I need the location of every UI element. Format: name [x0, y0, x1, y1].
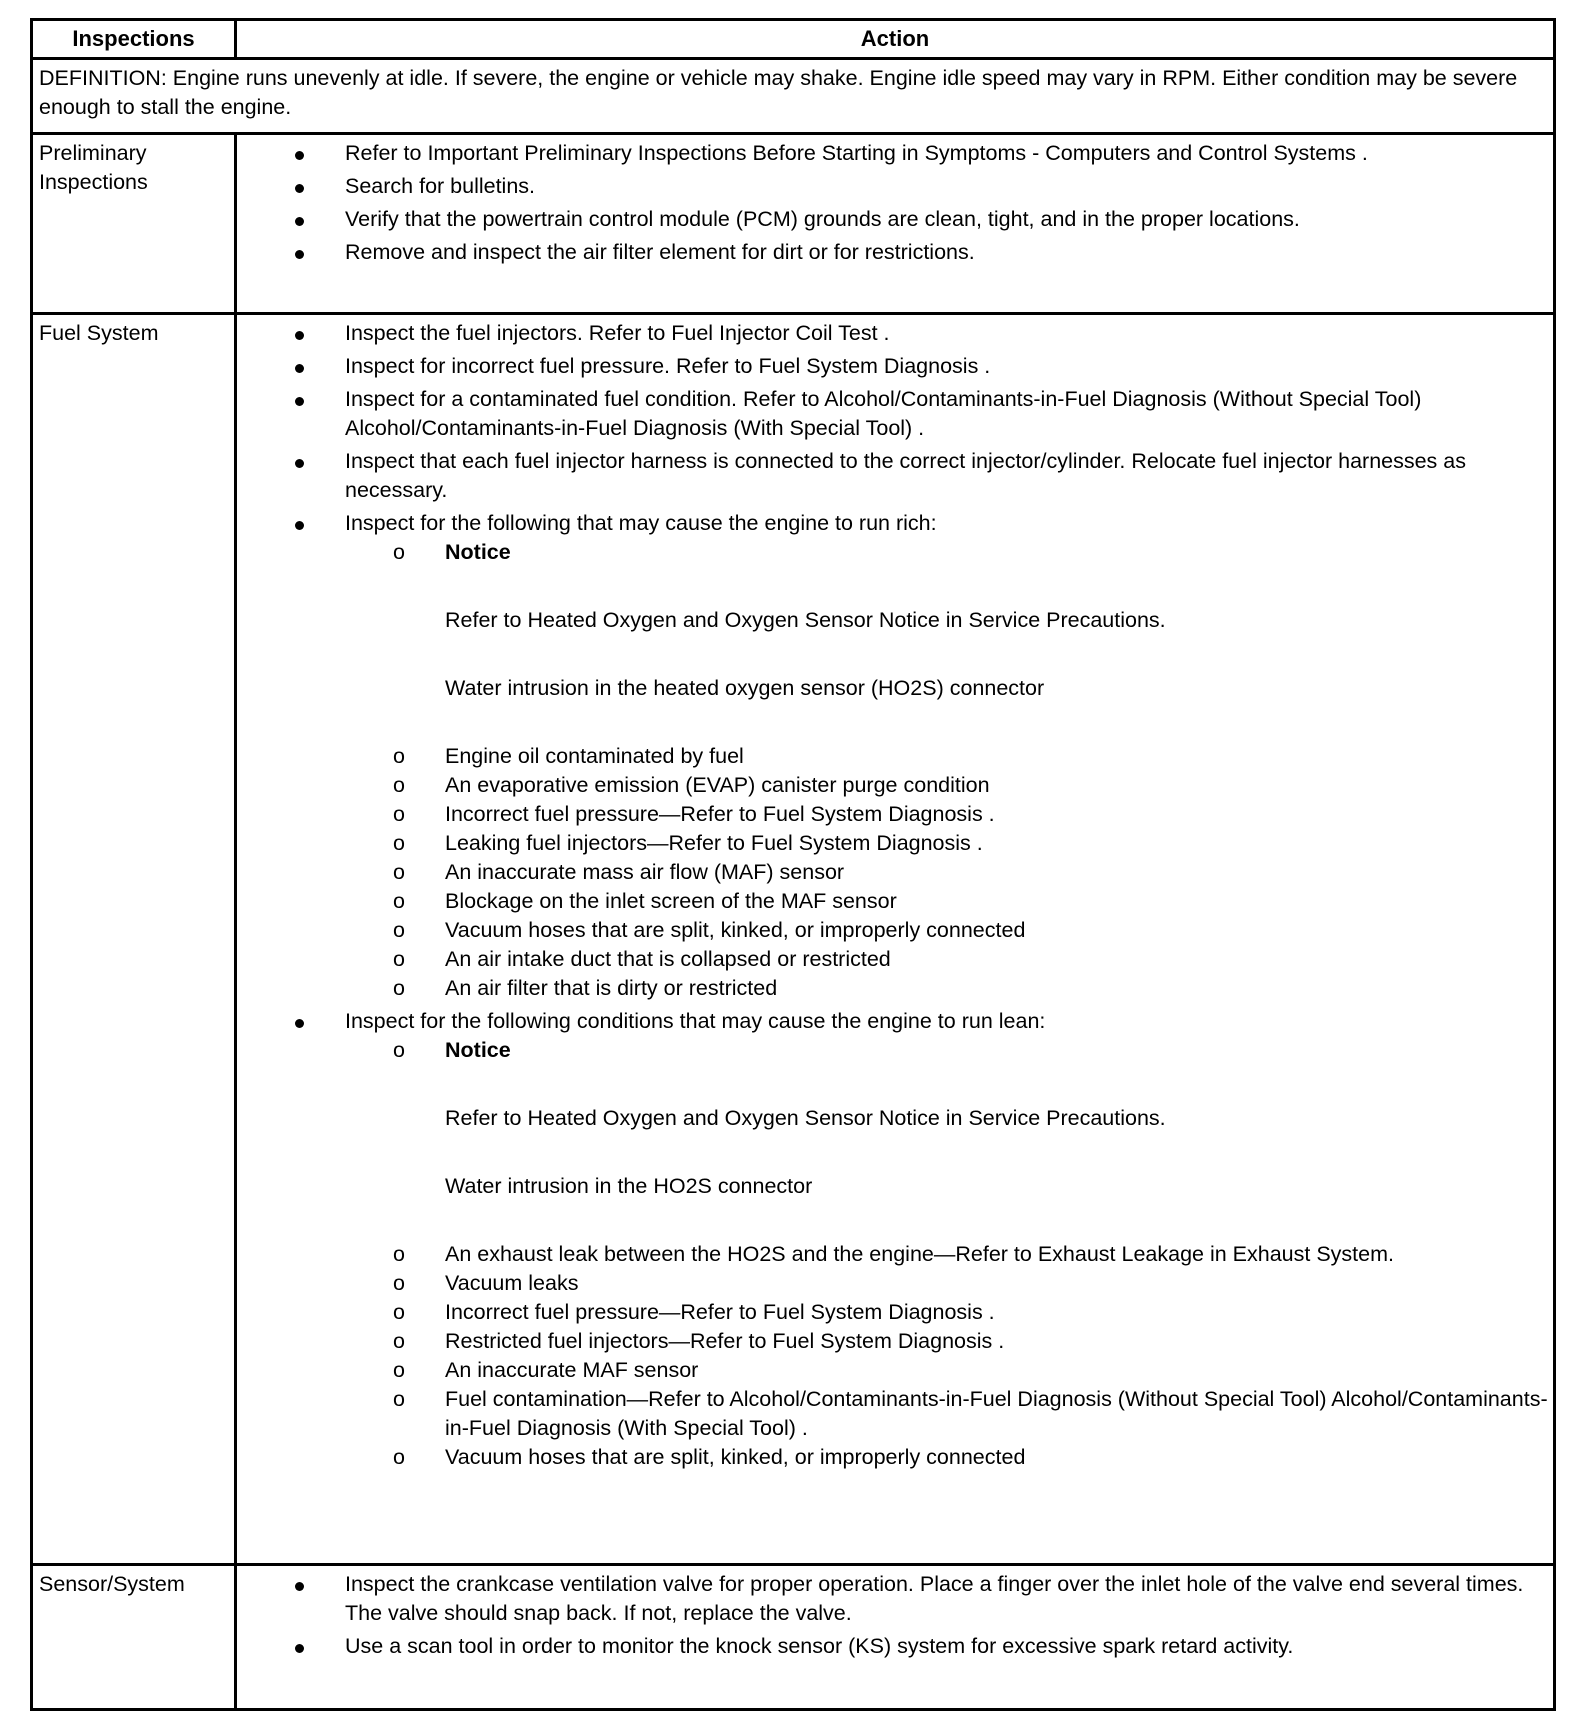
sub-item-text: An air intake duct that is collapsed or restricted: [445, 947, 891, 971]
bullet-item: [237, 1570, 1553, 1628]
sub-item: [393, 538, 1553, 703]
header-inspections: Inspections: [32, 20, 236, 59]
notice-text: Refer to Heated Oxygen and Oxygen Sensor Notice in Service Precautions.: [445, 608, 1166, 632]
sub-item-text: Vacuum hoses that are split, kinked, or improperly connected: [445, 1445, 1026, 1469]
bullet-text: Inspect the fuel injectors. Refer to Fuel Injector Coil Test .: [345, 321, 890, 345]
action-cell: [236, 134, 1555, 314]
bullet-icon: [295, 1644, 304, 1653]
bullet-list: [237, 319, 1553, 1472]
bullet-item: [237, 1007, 1553, 1472]
sub-item: [393, 1240, 1553, 1269]
sub-item: [393, 1443, 1553, 1472]
bullet-icon: [295, 459, 304, 468]
bullet-text: Verify that the powertrain control module (PCM) grounds are clean, tight, and in the proper locations.: [345, 207, 1300, 231]
circle-bullet-icon: o: [393, 918, 405, 942]
sub-item: [393, 829, 1553, 858]
bullet-item: [237, 509, 1553, 1003]
sub-item-text: An inaccurate mass air flow (MAF) sensor: [445, 860, 845, 884]
sub-item-text: Incorrect fuel pressure—Refer to Fuel System Diagnosis .: [445, 802, 995, 826]
bullet-icon: [295, 217, 304, 226]
circle-bullet-icon: o: [393, 1445, 405, 1469]
circle-bullet-icon: o: [393, 860, 405, 884]
sub-item-text: Fuel contamination—Refer to Alcohol/Contaminants-in-Fuel Diagnosis (Without Special Tool) Alcohol/Contaminants-in-Fuel Diagnosis (With Special Tool) .: [445, 1387, 1548, 1440]
header-action: Action: [236, 20, 1555, 59]
action-cell: [236, 1565, 1555, 1710]
bullet-text: Inspect that each fuel injector harness is connected to the correct injector/cylinder. Relocate fuel injector harnesses as necessary.: [345, 449, 1466, 502]
circle-bullet-icon: o: [393, 889, 405, 913]
notice-title: Notice: [445, 1038, 511, 1062]
sub-item: [393, 887, 1553, 916]
sub-item-text: Vacuum leaks: [445, 1271, 579, 1295]
bullet-text: Inspect for incorrect fuel pressure. Refer to Fuel System Diagnosis .: [345, 354, 991, 378]
sub-item: [393, 1356, 1553, 1385]
inspection-label: Sensor/System: [32, 1565, 236, 1710]
bullet-item: [237, 238, 1553, 267]
bullet-icon: [295, 250, 304, 259]
circle-bullet-icon: o: [393, 1358, 405, 1382]
sub-item-text: An inaccurate MAF sensor: [445, 1358, 699, 1382]
bullet-text: Inspect for the following conditions that may cause the engine to run lean:: [345, 1009, 1046, 1033]
bullet-icon: [295, 184, 304, 193]
header-row: [32, 20, 1555, 59]
bullet-icon: [295, 1582, 304, 1591]
notice-text: Water intrusion in the HO2S connector: [445, 1174, 813, 1198]
circle-bullet-icon: o: [393, 773, 405, 797]
bullet-item: [237, 1632, 1553, 1661]
notice-text: Water intrusion in the heated oxygen sensor (HO2S) connector: [445, 676, 1045, 700]
bullet-item: [237, 352, 1553, 381]
circle-bullet-icon: o: [393, 540, 405, 564]
sub-item: [393, 1269, 1553, 1298]
notice-title: Notice: [445, 540, 511, 564]
sub-item: [393, 1036, 1553, 1201]
bullet-icon: [295, 521, 304, 530]
bullet-item: [237, 139, 1553, 168]
bullet-icon: [295, 151, 304, 160]
circle-bullet-icon: o: [393, 802, 405, 826]
symptom-table: [30, 18, 1556, 1711]
sub-item: [393, 1385, 1553, 1443]
bullet-text: Refer to Important Preliminary Inspections Before Starting in Symptoms - Computers and Control Systems .: [345, 141, 1368, 165]
circle-bullet-icon: o: [393, 1271, 405, 1295]
table-row: [32, 134, 1555, 314]
sub-item-text: Restricted fuel injectors—Refer to Fuel System Diagnosis .: [445, 1329, 1005, 1353]
sub-item-text: Leaking fuel injectors—Refer to Fuel System Diagnosis .: [445, 831, 983, 855]
sub-item: [393, 1298, 1553, 1327]
sub-item: [393, 1327, 1553, 1356]
circle-bullet-icon: o: [393, 1387, 405, 1411]
action-cell: [236, 314, 1555, 1565]
bullet-icon: [295, 1019, 304, 1028]
sub-item-text: Vacuum hoses that are split, kinked, or improperly connected: [445, 918, 1026, 942]
sub-item: [393, 858, 1553, 887]
sub-item-text: Blockage on the inlet screen of the MAF sensor: [445, 889, 897, 913]
bullet-item: [237, 319, 1553, 348]
bullet-text: Inspect for a contaminated fuel condition. Refer to Alcohol/Contaminants-in-Fuel Diagnosis (Without Special Tool) Alcohol/Contaminants-in-Fuel Diagnosis (With Special Tool) .: [345, 387, 1422, 440]
bullet-list: [237, 1570, 1553, 1661]
circle-bullet-icon: o: [393, 1038, 405, 1062]
sub-item: [393, 916, 1553, 945]
sub-item: [393, 945, 1553, 974]
bullet-item: [237, 447, 1553, 505]
circle-bullet-icon: o: [393, 1242, 405, 1266]
sub-item-text: An exhaust leak between the HO2S and the engine—Refer to Exhaust Leakage in Exhaust System.: [445, 1242, 1394, 1266]
circle-bullet-icon: o: [393, 1300, 405, 1324]
circle-bullet-icon: o: [393, 976, 405, 1000]
inspection-label: Preliminary Inspections: [32, 134, 236, 314]
sub-item-text: Engine oil contaminated by fuel: [445, 744, 744, 768]
sub-item: [393, 771, 1553, 800]
sub-item: [393, 800, 1553, 829]
bullet-text: Inspect for the following that may cause the engine to run rich:: [345, 511, 937, 535]
notice-text: Refer to Heated Oxygen and Oxygen Sensor Notice in Service Precautions.: [445, 1106, 1166, 1130]
bullet-icon: [295, 331, 304, 340]
table-row: [32, 1565, 1555, 1710]
circle-bullet-icon: o: [393, 744, 405, 768]
bullet-text: Search for bulletins.: [345, 174, 536, 198]
definition-text: DEFINITION: Engine runs unevenly at idle. If severe, the engine or vehicle may shake. Engine idle speed may vary in RPM. Either condition may be severe enough to stall the engine.: [32, 59, 1555, 134]
sub-item: [393, 974, 1553, 1003]
table-row: [32, 314, 1555, 1565]
definition-row: [32, 59, 1555, 134]
sub-item-text: An air filter that is dirty or restricted: [445, 976, 778, 1000]
bullet-text: Remove and inspect the air filter element for dirt or for restrictions.: [345, 240, 975, 264]
bullet-text: Use a scan tool in order to monitor the knock sensor (KS) system for excessive spark retard activity.: [345, 1634, 1294, 1658]
sub-item: [393, 742, 1553, 771]
sub-item-text: An evaporative emission (EVAP) canister purge condition: [445, 773, 990, 797]
bullet-icon: [295, 397, 304, 406]
circle-bullet-icon: o: [393, 831, 405, 855]
inspection-label: Fuel System: [32, 314, 236, 1565]
bullet-text: Inspect the crankcase ventilation valve for proper operation. Place a finger over the inlet hole of the valve end several times. The valve should snap back. If not, replace the valve.: [345, 1572, 1524, 1625]
bullet-item: [237, 385, 1553, 443]
sub-item-text: Incorrect fuel pressure—Refer to Fuel System Diagnosis .: [445, 1300, 995, 1324]
bullet-icon: [295, 364, 304, 373]
bullet-item: [237, 172, 1553, 201]
bullet-list: [237, 139, 1553, 267]
circle-bullet-icon: o: [393, 1329, 405, 1353]
circle-bullet-icon: o: [393, 947, 405, 971]
bullet-item: [237, 205, 1553, 234]
